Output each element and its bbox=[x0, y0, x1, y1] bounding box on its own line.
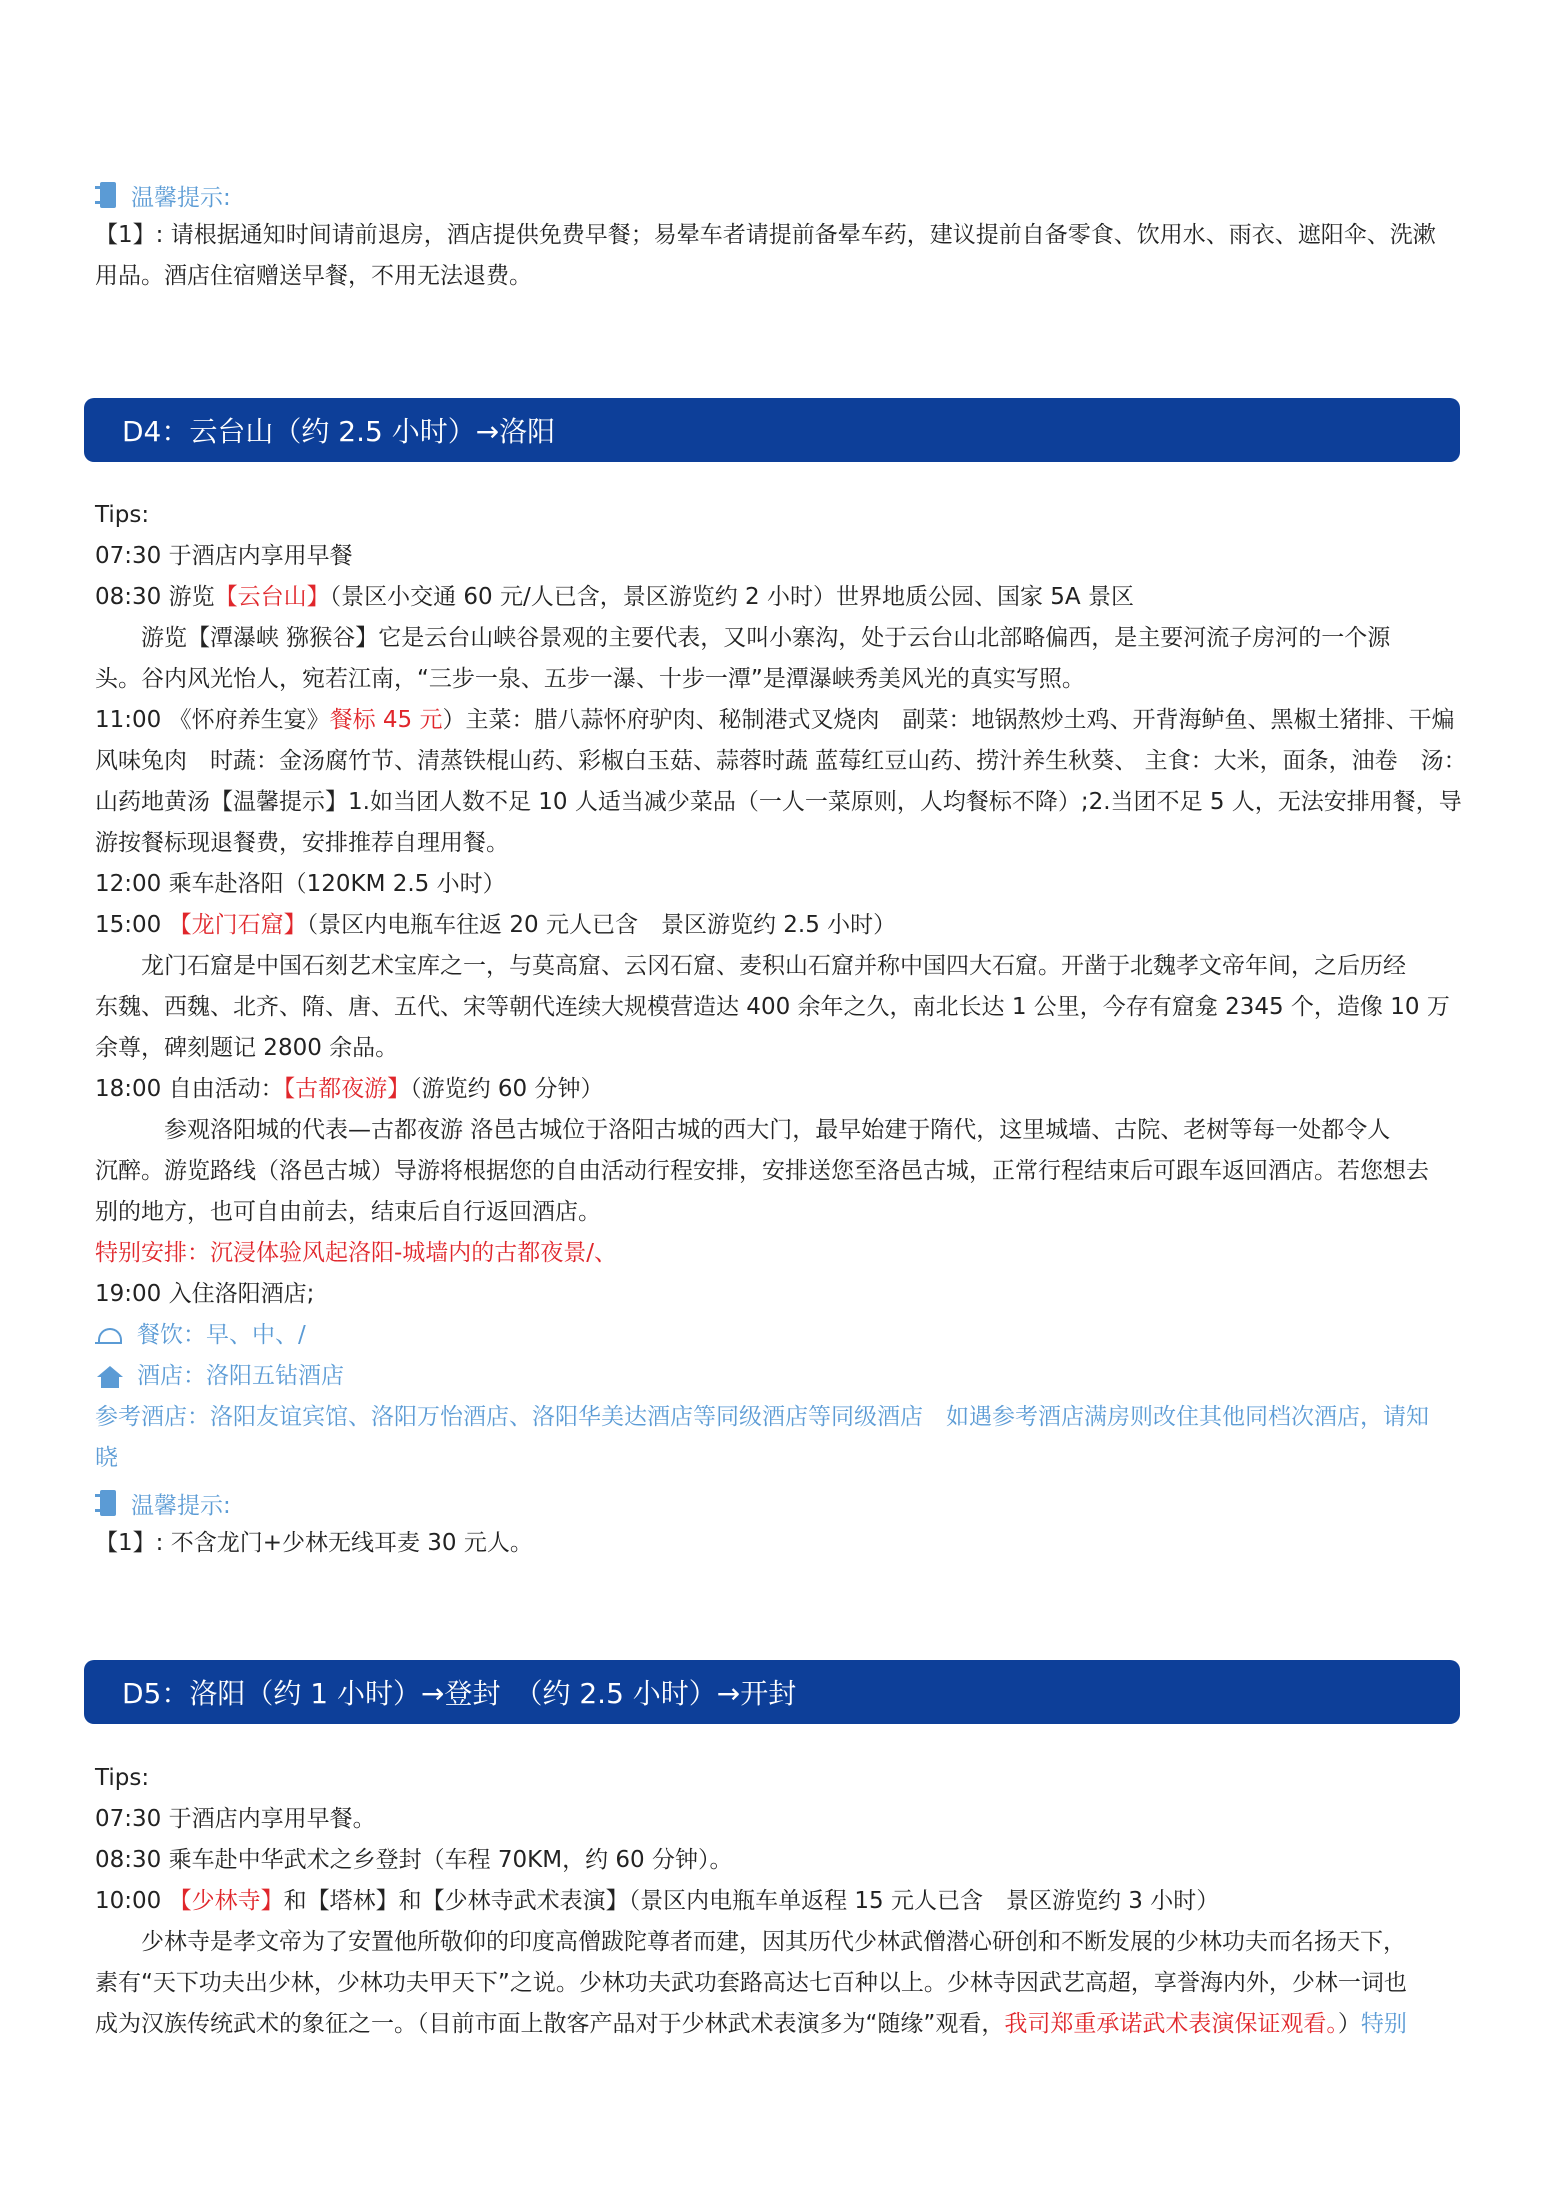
hotel-house-icon bbox=[95, 1365, 123, 1389]
warm-tip-text: 【1】: 请根据通知时间请前退房，酒店提供免费早餐；易晕车者请提前备晕车药，建议提前自备零食、饮用水、雨衣、遮阳伞、洗漱 用品。酒店住宿赠送早餐，不用无法退费。 bbox=[95, 222, 1436, 289]
day5-content: Tips: 07:30 于酒店内享用早餐。 08:30 乘车赴中华武术之乡登封（车程 70KM，约 60 分钟）。 10:00 【少林寺】和【塔林】和【少林寺武术表演】（景区内电瓶车单返程 15 元人已含 景区游览约 3 小时） 少林寺是孝文帝为了安置他所敬仰的印度高僧跋陀尊者而建，因其历代少林武僧潜心研创和不断发展的少林功夫而名扬天下， 素有“天下功夫出少林，少林功夫甲天下”之说。少林功夫武功套路高达七百种以上。少林寺因武艺高超，享誉海内外，少林一词也 成为汉族传统武术的象征之一。（目前市面上散客产品对于少林武术表演多为“随缘”观看，我司郑重承诺武术表演保证观看。）特别 bbox=[95, 1765, 1407, 2037]
day4-banner bbox=[84, 398, 1460, 462]
day5-title: D5：洛阳（约 1 小时）→登封 （约 2.5 小时）→开封 bbox=[122, 1677, 797, 1710]
highlight-meal-standard: 餐标 45 元 bbox=[329, 707, 443, 733]
highlight-longmen: 【龙门石窟】 bbox=[168, 912, 307, 938]
highlight-promise: 我司郑重承诺武术表演保证观看。 bbox=[1004, 2011, 1338, 2037]
notebook-icon bbox=[95, 182, 117, 208]
meal-bell-icon bbox=[95, 1324, 123, 1348]
day4-content: Tips: 07:30 于酒店内享用早餐 08:30 游览【云台山】（景区小交通 60 元/人已含，景区游览约 2 小时）世界地质公园、国家 5A 景区 游览【潭瀑峡 猕猴谷】它是云台山峡谷景观的主要代表，又叫小寨沟，处于云台山北部略偏西，是主要河流子房河的一个源 头。谷内风光怡人，宛若江南，“三步一泉、五步一瀑、十步一潭”是潭瀑峡秀美风光的真实写照。 11:00 《怀府养生宴》餐标 45 元）主菜：腊八蒜怀府驴肉、秘制港式叉烧肉 副菜：地锅熬炒土鸡、开背海鲈鱼、黑椒土猪排、干煸 风味兔肉 时蔬：金汤腐竹节、清蒸铁棍山药、彩椒白玉菇、蒜蓉时蔬 蓝莓红豆山药、捞汁养生秋葵、 主食：大米，面条，油卷 汤： 山药地黄汤【温馨提示】1.如当团人数不足 10 人适当减少菜品（一人一菜原则，人均餐标不降）;2.当团不足 5 人，无法安排用餐，导 游按餐标现退餐费，安排推荐自理用餐。 12:00 乘车赴洛阳（120KM 2.5 小时） 15:00 【龙门石窟】（景区内电瓶车往返 20 元人已含 景区游览约 2.5 小时） 龙门石窟是中国石刻艺术宝库之一，与莫高窟、云冈石窟、麦积山石窟并称中国四大石窟。开凿于北魏孝文帝年间，之后历经 东魏、西魏、北齐、隋、唐、五代、宋等朝代连续大规模营造达 400 余年之久，南北长达 1 公里，今存有窟龛 2345 个，造像 10 万 余尊，碑刻题记 2800 余品。 18:00 自由活动：【古都夜游】（游览约 60 分钟） 参观洛阳城的代表—古都夜游 洛邑古城位于洛阳古城的西大门，最早始建于隋代，这里城墙、古院、老树等每一处都令人 沉醉。游览路线（洛邑古城）导游将根据您的自由活动行程安排，安排送您至洛邑古城，正常行程结束后可跟车返回酒店。若您想去 别的地方，也可自由前去，结束后自行返回酒店。 特别安排：沉浸体验风起洛阳-城墙内的古都夜景/、 19:00 入住洛阳酒店; 餐饮：早、中、/ 酒店：洛阳五钻酒店 参考酒店：洛阳友谊宾馆、洛阳万怡酒店、洛阳华美达酒店等同级酒店等同级酒店 如遇参考酒店满房则改住其他同档次酒店，请知 晓 bbox=[95, 495, 1470, 1479]
day4-title: D4：云台山（约 2.5 小时）→洛阳 bbox=[122, 415, 556, 448]
meals-row: 餐饮：早、中、/ bbox=[95, 1315, 1470, 1356]
hotel-row: 酒店：洛阳五钻酒店 bbox=[95, 1356, 1470, 1397]
reference-hotels: 参考酒店：洛阳友谊宾馆、洛阳万怡酒店、洛阳华美达酒店等同级酒店等同级酒店 如遇参考酒店满房则改住其他同档次酒店，请知 bbox=[95, 1404, 1429, 1430]
day4-warm-tip-text: 【1】: 不含龙门+少林无线耳麦 30 元人。 bbox=[95, 1530, 533, 1556]
day5-banner bbox=[84, 1660, 1460, 1724]
highlight-shaolin: 【少林寺】 bbox=[168, 1888, 284, 1914]
highlight-yuntaishan: 【云台山】 bbox=[214, 584, 330, 610]
special-arrangement: 特别安排：沉浸体验风起洛阳-城墙内的古都夜景/、 bbox=[95, 1240, 618, 1266]
day4-warm-tip-heading: 温馨提示: bbox=[95, 1488, 231, 1518]
warm-tip-heading: 温馨提示: bbox=[95, 180, 231, 210]
notebook-icon bbox=[95, 1490, 117, 1516]
highlight-night-tour: 【古都夜游】 bbox=[283, 1076, 411, 1102]
